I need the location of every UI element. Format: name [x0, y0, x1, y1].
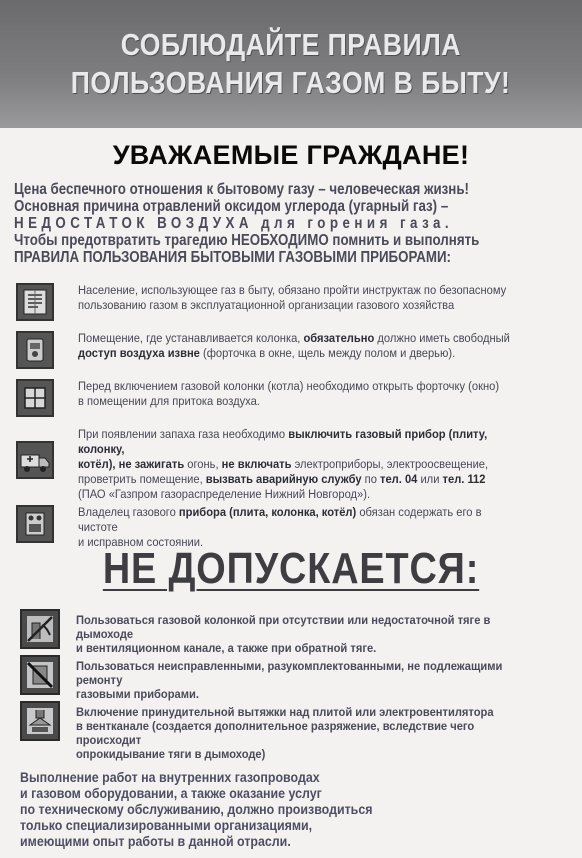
rule-item — [16, 283, 568, 331]
rule-item — [16, 427, 568, 505]
rule-emphasis: тел. 112 — [442, 472, 486, 486]
rule-line — [78, 457, 519, 472]
water-heater-icon — [16, 331, 54, 369]
rule-text — [78, 283, 519, 313]
intro-line-3: НЕДОСТАТОК ВОЗДУХА для горения газа. — [14, 215, 454, 232]
forbidden-line: опрокидывание тяги в дымоходе) — [76, 747, 266, 761]
banner-title-line-1: СОБЛЮДАЙТЕ ПРАВИЛА — [120, 27, 462, 62]
forbidden-text — [76, 655, 521, 701]
greeting-heading: УВАЖАЕМЫЕ ГРАЖДАНЕ! — [112, 140, 470, 170]
rule-segment: или — [417, 472, 443, 486]
rule-segment: должно иметь свободный — [374, 331, 510, 345]
gas-stove-icon — [16, 505, 54, 543]
forbidden-item — [20, 609, 570, 655]
rule-segment: электроприборы, электроосвещение, — [291, 457, 489, 471]
rule-emphasis: обязательно — [303, 331, 375, 345]
footer-notice — [20, 770, 400, 850]
rule-emphasis: выключить газовый прибор (плиту, колонку, — [78, 427, 488, 456]
rule-segment: по — [361, 472, 381, 486]
chimney-draft-icon — [20, 609, 60, 649]
rule-line: в помещении для притока воздуха. — [78, 394, 260, 408]
intro-line-2: Основная причина отравлений оксидом углерода (угарный газ) – — [14, 198, 449, 215]
window-icon — [16, 379, 54, 417]
document-icon — [16, 283, 54, 321]
forbidden-line: Пользоваться неисправленными, разукомплектованными, не подлежащими ремонту — [76, 659, 503, 687]
footer-line: по техническому обслуживанию, должно производиться — [20, 802, 373, 817]
forbidden-line: и вентиляционном канале, а также при обратной тяге. — [76, 641, 377, 655]
rule-line: и исправном состоянии. — [78, 535, 204, 549]
rule-segment: обязан содержать его в чистоте — [78, 505, 482, 534]
forbidden-line: газовыми приборами. — [76, 687, 199, 701]
rule-segment: проветрить помещение, — [78, 472, 206, 486]
rule-emphasis: вызвать аварийную службу — [205, 472, 362, 486]
forbidden-item — [20, 655, 570, 701]
forbidden-list — [20, 609, 570, 761]
emergency-truck-icon — [16, 441, 54, 479]
intro-line-5: ПРАВИЛА ПОЛЬЗОВАНИЯ БЫТОВЫМИ ГАЗОВЫМИ ПРИБОРАМИ: — [14, 249, 451, 266]
forbidden-line: Пользоваться газовой колонкой при отсутствии или недостаточной тяге в дымоходе — [76, 613, 491, 641]
rule-segment: При появлении запаха газа необходимо — [78, 427, 289, 441]
rule-emphasis: доступ воздуха извне — [78, 346, 200, 360]
rule-line — [78, 346, 519, 361]
rule-segment: (форточка в окне, щель между полом и дверью). — [199, 346, 456, 360]
rule-line: (ПАО «Газпром газораспределение Нижний Новгород»). — [78, 487, 371, 501]
footer-line: имеющими опыт работы в данной отрасли. — [20, 834, 291, 849]
rule-line: пользованию газом в эксплуатационной организации газового хозяйства — [78, 298, 455, 312]
rule-line — [78, 472, 519, 487]
intro-line-1: Цена беспечного отношения к бытовому газу – человеческая жизнь! — [14, 181, 469, 198]
footer-line: Выполнение работ на внутренних газопроводах — [20, 770, 320, 785]
rule-emphasis: котёл), не зажигать — [78, 457, 185, 471]
prohibited-device-icon — [20, 655, 60, 695]
banner-title-line-2: ПОЛЬЗОВАНИЯ ГАЗОМ В БЫТУ! — [71, 65, 511, 100]
rule-segment: Помещение, где устанавливается колонка, — [78, 331, 304, 345]
rule-item — [16, 379, 568, 427]
forbidden-line: Включение принудительной вытяжки над плитой или электровентилятора — [76, 705, 494, 719]
rule-line — [78, 427, 519, 457]
rule-line — [78, 331, 519, 346]
rule-line — [78, 505, 519, 535]
extractor-hood-icon — [20, 701, 60, 741]
forbidden-line: в вентканале (создается дополнительное разряжение, вследствие чего происходит — [76, 719, 475, 747]
rule-emphasis: прибора (плита, колонка, котёл) — [178, 505, 357, 519]
rule-text — [78, 379, 519, 409]
rule-line: Перед включением газовой колонки (котла) необходимо открыть форточку (окно) — [78, 379, 500, 393]
footer-line: и газовом оборудовании, а также оказание услуг — [20, 786, 322, 801]
forbidden-item — [20, 701, 570, 761]
intro-line-4: Чтобы предотвратить трагедию НЕОБХОДИМО помнить и выполнять — [14, 232, 480, 249]
rules-list — [16, 283, 568, 553]
rule-segment: огонь, — [184, 457, 222, 471]
rule-text — [78, 331, 519, 361]
footer-line: только специализированными организациями, — [20, 818, 313, 833]
rule-line: Население, использующее газ в быту, обязано пройти инструктаж по безопасному — [78, 283, 507, 297]
rule-emphasis: не включать — [221, 457, 292, 471]
header-banner — [0, 0, 582, 128]
forbidden-text — [76, 609, 521, 655]
rule-text — [78, 427, 519, 502]
rule-segment: Владелец газового — [78, 505, 179, 519]
intro-text — [14, 181, 570, 266]
rule-item — [16, 331, 568, 379]
forbidden-heading: НЕ ДОПУСКАЕТСЯ: — [102, 544, 480, 593]
rule-emphasis: тел. 04 — [380, 472, 418, 486]
forbidden-text — [76, 701, 521, 761]
